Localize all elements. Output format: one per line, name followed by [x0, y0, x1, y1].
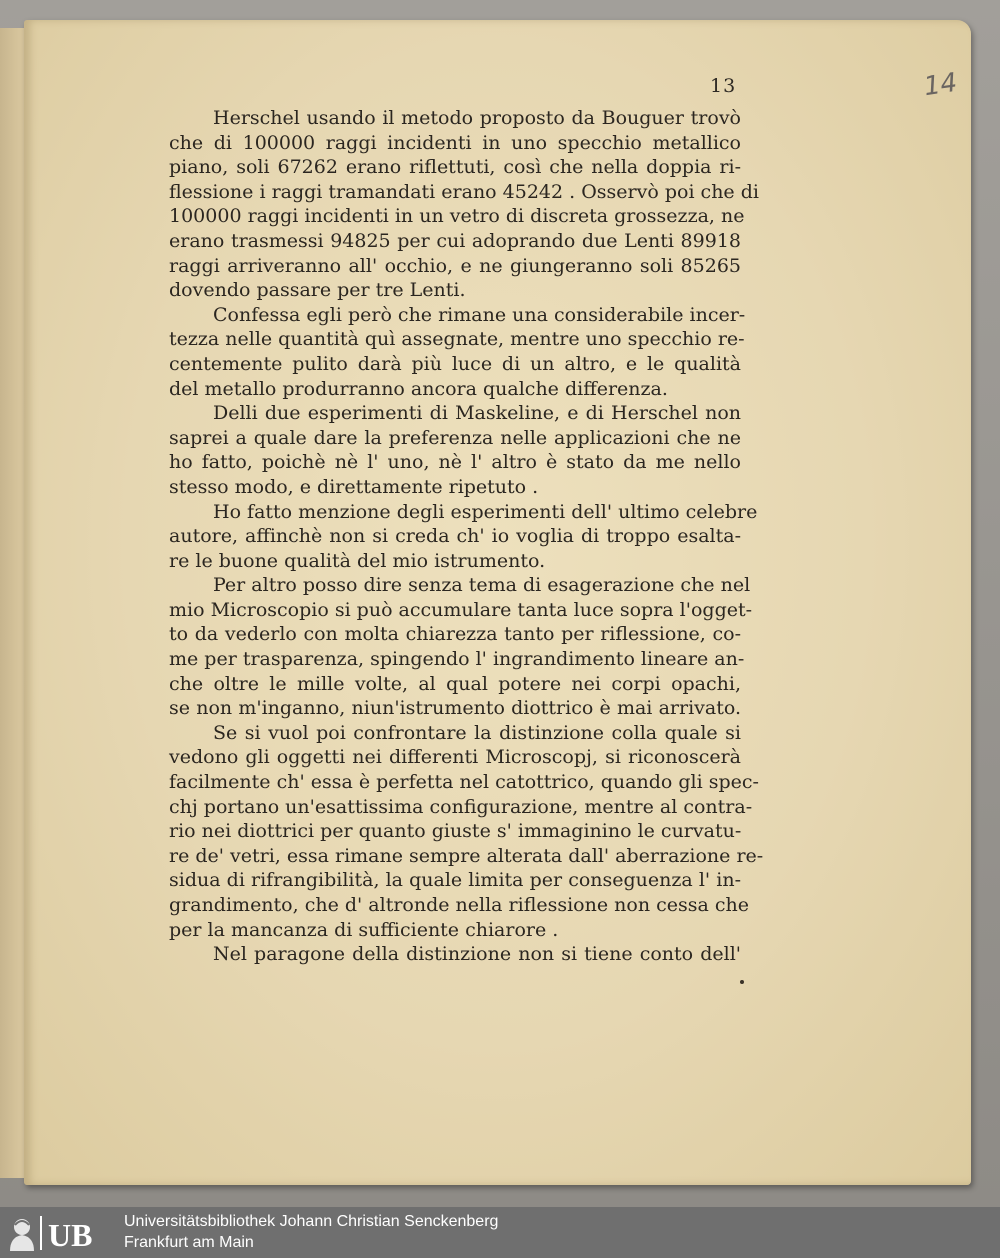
- text-line: re de' vetri, essa rimane sempre alterata dall' aberrazione re-: [169, 844, 764, 867]
- text-line: saprei a quale dare la preferenza nelle applicazioni che ne: [169, 426, 741, 449]
- text-line: vedono gli oggetti nei differenti Microscopj, si riconoscerà: [169, 746, 741, 769]
- text-line: rio nei diottrici per quanto giuste s' immaginino le curvatu-: [169, 820, 742, 843]
- text-line: Per altro posso dire senza tema di esagerazione che nel: [213, 574, 751, 597]
- ink-spot: [740, 980, 744, 984]
- text-line: autore, affinchè non si creda ch' io voglia di troppo esalta-: [169, 525, 741, 548]
- library-footer: [0, 1207, 1000, 1258]
- text-line: Herschel usando il metodo proposto da Bouguer trovò: [213, 107, 741, 129]
- page-number: 13: [710, 75, 737, 97]
- text-line: Delli due esperimenti di Maskeline, e di Herschel non: [213, 402, 741, 425]
- text-line: stesso modo, e direttamente ripetuto .: [169, 475, 539, 498]
- institution-name: Universitätsbibliothek Johann Christian Senckenberg: [124, 1213, 499, 1230]
- text-line: Confessa egli però che rimane una considerabile incer-: [213, 303, 746, 326]
- text-line: dovendo passare per tre Lenti.: [169, 279, 466, 302]
- handwritten-folio-mark: 14: [922, 67, 960, 103]
- text-line: grandimento, che d' altronde nella riflessione non cessa che: [169, 894, 749, 916]
- text-line: facilmente ch' essa è perfetta nel catottrico, quando gli spec-: [169, 771, 759, 794]
- body-text: [169, 106, 764, 967]
- text-line: raggi arriveranno all' occhio, e ne giungeranno soli 85265: [169, 254, 741, 277]
- text-line: flessione i raggi tramandati erano 45242 . Osservò poi che di: [169, 180, 759, 203]
- text-line: per la mancanza di sufficiente chiarore .: [169, 918, 559, 941]
- text-line: me per trasparenza, spingendo l' ingrandimento lineare an-: [169, 648, 745, 671]
- text-line: chj portano un'esattissima configurazione, mentre al contra-: [169, 795, 753, 818]
- text-line: Se si vuol poi confrontare la distinzione colla quale si: [213, 721, 741, 744]
- text-line: Ho fatto menzione degli esperimenti dell' ultimo celebre: [213, 500, 758, 523]
- text-line: ho fatto, poichè nè l' uno, nè l' altro è stato da me nello: [169, 451, 741, 474]
- ub-logo-icon: [4, 1213, 116, 1253]
- text-line: to da vederlo con molta chiarezza tanto per riflessione, co-: [169, 623, 741, 646]
- text-line: del metallo produrranno ancora qualche differenza.: [169, 377, 668, 400]
- book-page: [24, 20, 971, 1185]
- text-line: mio Microscopio si può accumulare tanta luce sopra l'ogget-: [169, 598, 753, 621]
- text-line: 100000 raggi incidenti in un vetro di discreta grossezza, ne: [169, 205, 745, 228]
- text-line: re le buone qualità del mio istrumento.: [169, 549, 546, 572]
- text-line: che di 100000 raggi incidenti in uno specchio metallico: [169, 131, 741, 154]
- text-line: Nel paragone della distinzione non si tiene conto dell': [213, 943, 741, 966]
- text-line: se non m'inganno, niun'istrumento diottrico è mai arrivato.: [169, 697, 741, 720]
- institution-city: Frankfurt am Main: [124, 1234, 254, 1251]
- ub-logo-text: UB: [48, 1217, 93, 1253]
- text-line: centemente pulito darà più luce di un altro, e le qualità: [169, 352, 741, 375]
- text-line: tezza nelle quantità quì assegnate, mentre uno specchio re-: [169, 328, 745, 351]
- text-line: erano trasmessi 94825 per cui adoprando due Lenti 89918: [169, 229, 741, 252]
- text-line: sidua di rifrangibilità, la quale limita per conseguenza l' in-: [169, 869, 741, 892]
- text-line: piano, soli 67262 erano riflettuti, così che nella doppia ri-: [169, 156, 741, 179]
- text-line: che oltre le mille volte, al qual potere nei corpi opachi,: [169, 672, 741, 695]
